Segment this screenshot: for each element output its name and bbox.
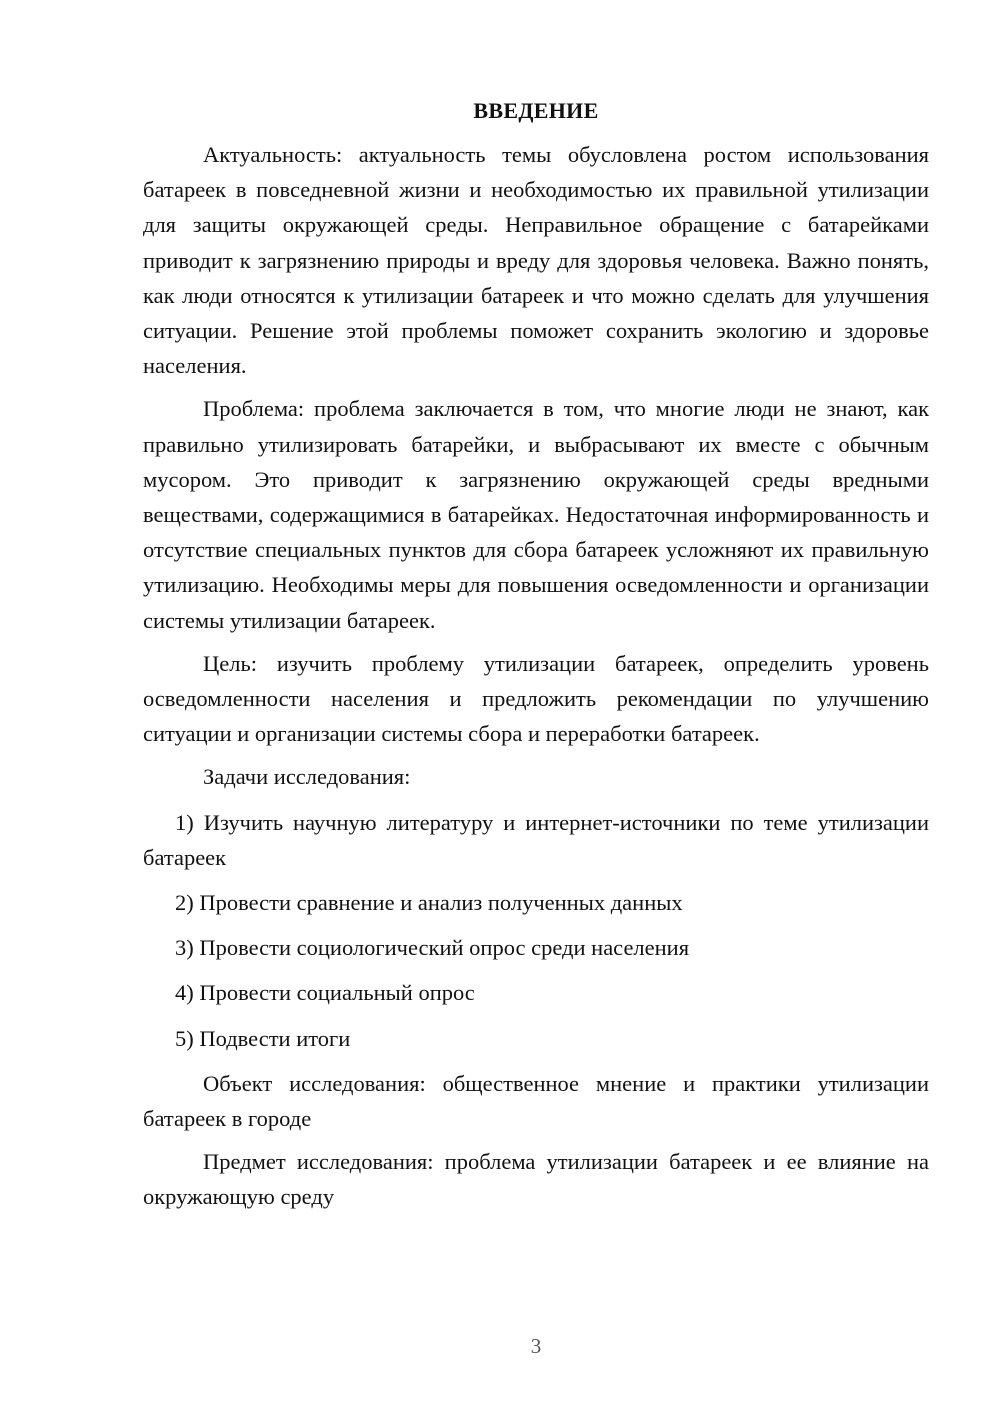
page-title: ВВЕДЕНИЕ xyxy=(473,98,599,123)
object-paragraph: Объект исследования: общественное мнение и практики утилизации батареек в городе xyxy=(143,1070,929,1132)
page-number: 3 xyxy=(530,1334,542,1358)
list-item: 2) Провести сравнение и анализ полученных данных xyxy=(175,890,683,916)
subject-paragraph: Предмет исследования: проблема утилизации батареек и ее влияние на окружающую среду xyxy=(143,1149,929,1210)
tasks-heading: Задачи исследования: xyxy=(203,764,411,790)
list-item: 4) Провести социальный опрос xyxy=(175,980,475,1006)
relevance-paragraph: Актуальность: актуальность темы обусловлена ростом использования батареек в повседневной жизни и необходимостью их правильной утилизации для защиты окружающей среды. Неправильное обращение с батарейками приводит к загрязнению природы и вреду для здоровья человека. Важно понять, как люди относятся к утилизации батареек и что можно сделать для улучшения ситуации. Решение этой проблемы поможет сохранить экологию и здоровье населения. xyxy=(143,142,929,379)
list-item: 3) Провести социологический опрос среди населения xyxy=(175,935,690,961)
document-page xyxy=(143,95,929,1223)
list-item: 5) Подвести итоги xyxy=(175,1025,351,1051)
tasks-list xyxy=(143,805,929,1056)
goal-paragraph: Цель: изучить проблему утилизации батареек, определить уровень осведомленности населения и предложить рекомендации по улучшению ситуации и организации системы сбора и переработки батареек. xyxy=(143,650,929,747)
problem-paragraph: Проблема: проблема заключается в том, что многие люди не знают, как правильно утилизировать батарейки, и выбрасывают их вместе с обычным мусором. Это приводит к загрязнению окружающей среды вредными веществами, содержащимися в батарейках. Недостаточная информированность и отсутствие специальных пунктов для сбора батареек усложняют их правильную утилизацию. Необходимы меры для повышения осведомленности и организации системы утилизации батареек. xyxy=(143,396,929,633)
list-item: 1) Изучить научную литературу и интернет-источники по теме утилизации батареек xyxy=(143,809,929,870)
